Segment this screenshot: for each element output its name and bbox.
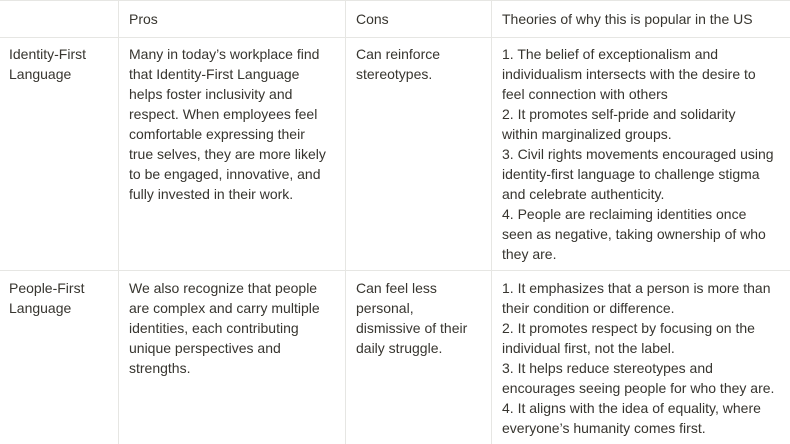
row-label-line: Language (9, 66, 72, 82)
theories-line: everyone’s humanity comes first. (502, 420, 706, 436)
cons-line: personal, (356, 300, 414, 316)
row-label-cell (9, 278, 84, 318)
theories-line: 1. The belief of exceptionalism and (502, 46, 719, 62)
row-label-line: People-First (9, 280, 85, 296)
pros-line: to be engaged, innovative, and (129, 166, 321, 182)
theories-line: 2. It promotes respect by focusing on the (502, 320, 755, 336)
pros-cell (129, 278, 320, 378)
pros-cell (129, 44, 326, 204)
theories-line: they are. (502, 246, 557, 262)
theories-line: within marginalized groups. (502, 126, 672, 142)
theories-cell (502, 278, 774, 438)
row-label-line: Language (9, 300, 72, 316)
theories-line: identity-first language to challenge stigma (502, 166, 760, 182)
theories-line: individual first, not the label. (502, 340, 675, 356)
pros-line: true selves, they are more likely (129, 146, 326, 162)
cons-line: stereotypes. (356, 66, 433, 82)
cons-line: dismissive of their (356, 320, 468, 336)
table-row-people-first (0, 271, 790, 444)
cons-line: daily struggle. (356, 340, 443, 356)
pros-line: respect. When employees feel (129, 106, 318, 122)
theories-line: 1. It emphasizes that a person is more than (502, 280, 771, 296)
pros-line: Many in today’s workplace find (129, 46, 320, 62)
theories-line: feel connection with others (502, 86, 668, 102)
cons-cell (356, 44, 440, 84)
pros-line: We also recognize that people (129, 280, 318, 296)
pros-line: that Identity-First Language (129, 66, 300, 82)
theories-line: encourages seeing people for who they are. (502, 380, 775, 396)
theories-line: 3. It helps reduce stereotypes and (502, 360, 713, 376)
pros-line: fully invested in their work. (129, 186, 294, 202)
row-label-line: Identity-First (9, 46, 87, 62)
table-row-identity-first (0, 38, 790, 270)
header-cell-cons: Cons (356, 11, 389, 27)
pros-line: comfortable expressing their (129, 126, 305, 142)
theories-line: their condition or difference. (502, 300, 675, 316)
cons-cell (356, 278, 467, 358)
header-cell-pros: Pros (129, 11, 158, 27)
row-label-cell (9, 44, 86, 84)
theories-line: individualism intersects with the desire to (502, 66, 756, 82)
theories-cell (502, 44, 774, 264)
theories-line: 2. It promotes self-pride and solidarity (502, 106, 736, 122)
theories-line: 4. People are reclaiming identities once (502, 206, 747, 222)
theories-line: 4. It aligns with the idea of equality, where (502, 400, 761, 416)
theories-line: seen as negative, taking ownership of who (502, 226, 766, 242)
cons-line: Can reinforce (356, 46, 441, 62)
pros-line: unique perspectives and (129, 340, 281, 356)
header-cell-theories: Theories of why this is popular in the US (502, 11, 753, 27)
theories-line: 3. Civil rights movements encouraged using (502, 146, 774, 162)
pros-line: identities, each contributing (129, 320, 299, 336)
theories-line: and celebrate authenticity. (502, 186, 665, 202)
cons-line: Can feel less (356, 280, 437, 296)
pros-line: helps foster inclusivity and (129, 86, 293, 102)
pros-line: are complex and carry multiple (129, 300, 320, 316)
pros-line: strengths. (129, 360, 191, 376)
